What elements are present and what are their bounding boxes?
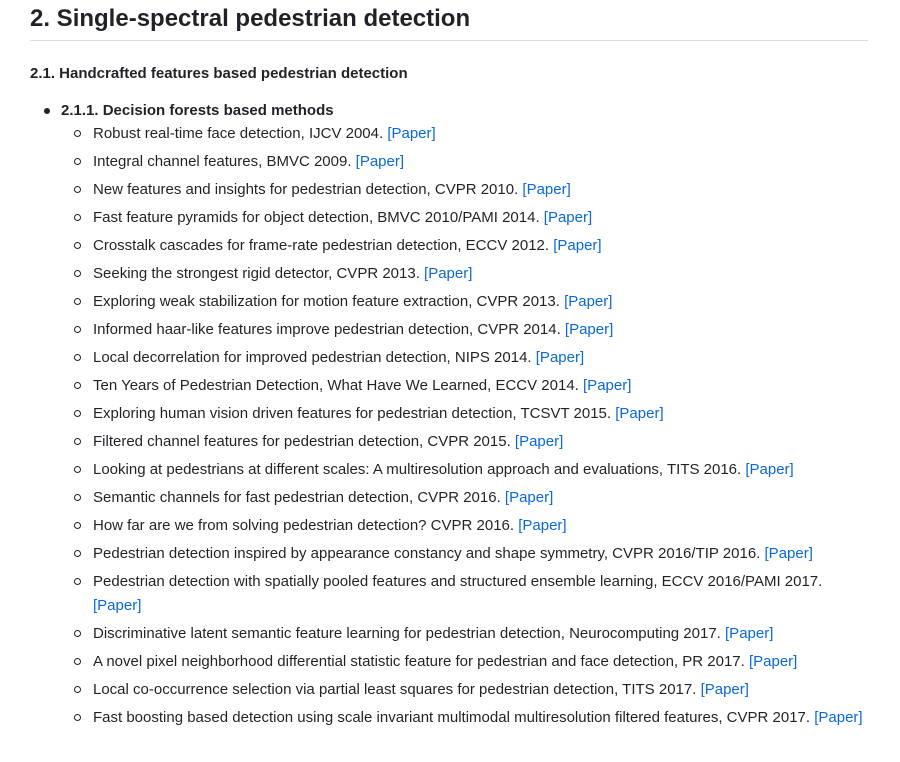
paper-citation: Pedestrian detection inspired by appearance constancy and shape symmetry, CVPR 2016/TIP 2016. [93, 545, 761, 562]
subsection-title: 2.1. Handcrafted features based pedestrian detection [30, 65, 408, 82]
section-title: 2. Single-spectral pedestrian detection [30, 0, 868, 41]
bullet-circle-icon [74, 438, 81, 445]
paper-link[interactable]: [Paper] [522, 181, 571, 198]
paper-list-item [61, 430, 869, 454]
bullet-circle-icon [74, 658, 81, 665]
bullet-circle-icon [74, 298, 81, 305]
paper-citation: A novel pixel neighborhood differential statistic feature for pedestrian and face detection, PR 2017. [93, 653, 745, 670]
paper-citation: New features and insights for pedestrian detection, CVPR 2010. [93, 181, 519, 198]
paper-list-item [61, 290, 869, 314]
paper-list-item [61, 122, 869, 146]
bullet-circle-icon [74, 214, 81, 221]
paper-citation: Semantic channels for fast pedestrian detection, CVPR 2016. [93, 489, 501, 506]
paper-list-item [61, 318, 869, 342]
paper-list [61, 122, 870, 730]
paper-link[interactable]: [Paper] [564, 321, 614, 338]
bullet-circle-icon [74, 270, 81, 277]
bullet-circle-icon [74, 578, 81, 585]
paper-list-item [61, 458, 869, 482]
method-group [30, 101, 870, 730]
paper-citation: Crosstalk cascades for frame-rate pedestrian detection, ECCV 2012. [93, 237, 550, 254]
paper-citation: Exploring weak stabilization for motion feature extraction, CVPR 2013. [93, 293, 560, 310]
paper-link[interactable]: [Paper] [543, 209, 593, 226]
paper-list-item [61, 262, 869, 286]
paper-link[interactable]: [Paper] [355, 153, 405, 170]
paper-citation: How far are we from solving pedestrian detection? CVPR 2016. [93, 517, 515, 534]
paper-link[interactable]: [Paper] [518, 517, 567, 534]
paper-citation: Filtered channel features for pedestrian detection, CVPR 2015. [93, 433, 511, 450]
bullet-circle-icon [74, 242, 81, 249]
paper-citation: Ten Years of Pedestrian Detection, What Have We Learned, ECCV 2014. [93, 377, 579, 394]
bullet-circle-icon [74, 186, 81, 193]
paper-citation: Integral channel features, BMVC 2009. [93, 153, 352, 170]
bullet-disc-icon [44, 108, 50, 114]
paper-list-item [61, 542, 869, 566]
paper-list-item [61, 178, 869, 202]
paper-citation: Pedestrian detection with spatially pooled features and structured ensemble learning, ECCV 2016/PAMI 2017. [93, 573, 823, 590]
paper-list-item [61, 374, 869, 398]
bullet-circle-icon [74, 158, 81, 165]
group-title: 2.1.1. Decision forests based methods [61, 102, 334, 119]
paper-link[interactable]: [Paper] [615, 405, 664, 422]
paper-citation: Fast boosting based detection using scale invariant multimodal multiresolution filtered features, CVPR 2017. [93, 709, 811, 726]
bullet-circle-icon [74, 494, 81, 501]
paper-link[interactable]: [Paper] [535, 349, 585, 366]
paper-citation: Seeking the strongest rigid detector, CVPR 2013. [93, 265, 420, 282]
paper-citation: Local co-occurrence selection via partial least squares for pedestrian detection, TITS 2017. [93, 681, 697, 698]
paper-link[interactable]: [Paper] [387, 125, 436, 142]
paper-link[interactable]: [Paper] [748, 653, 798, 670]
paper-link[interactable]: [Paper] [553, 237, 602, 254]
bullet-circle-icon [74, 630, 81, 637]
paper-list-item [61, 206, 869, 230]
paper-citation: Robust real-time face detection, IJCV 2004. [93, 125, 384, 142]
paper-link[interactable]: [Paper] [93, 597, 142, 614]
paper-list-item [61, 346, 869, 370]
paper-list-item [61, 402, 869, 426]
paper-citation: Informed haar-like features improve pedestrian detection, CVPR 2014. [93, 321, 561, 338]
paper-link[interactable]: [Paper] [424, 265, 473, 282]
paper-link[interactable]: [Paper] [725, 625, 774, 642]
bullet-circle-icon [74, 382, 81, 389]
paper-list-item [61, 570, 869, 618]
paper-list-item [61, 678, 869, 702]
bullet-circle-icon [74, 410, 81, 417]
paper-link[interactable]: [Paper] [583, 377, 632, 394]
paper-list-item [61, 650, 869, 674]
paper-list-item [61, 514, 869, 538]
paper-citation: Looking at pedestrians at different scales: A multiresolution approach and evaluations, TITS 2016. [93, 461, 742, 478]
paper-link[interactable]: [Paper] [814, 709, 863, 726]
paper-link[interactable]: [Paper] [764, 545, 813, 562]
paper-list-item [61, 622, 869, 646]
bullet-circle-icon [74, 686, 81, 693]
paper-link[interactable]: [Paper] [700, 681, 749, 698]
paper-list-item [61, 706, 869, 730]
bullet-circle-icon [74, 714, 81, 721]
method-group-list [30, 101, 870, 730]
bullet-circle-icon [74, 522, 81, 529]
paper-list-item [61, 486, 869, 510]
paper-link[interactable]: [Paper] [745, 461, 794, 478]
paper-link[interactable]: [Paper] [504, 489, 554, 506]
bullet-circle-icon [74, 326, 81, 333]
bullet-circle-icon [74, 550, 81, 557]
paper-citation: Discriminative latent semantic feature learning for pedestrian detection, Neurocomputing 2017. [93, 625, 721, 642]
paper-link[interactable]: [Paper] [564, 293, 613, 310]
paper-citation: Local decorrelation for improved pedestrian detection, NIPS 2014. [93, 349, 532, 366]
paper-link[interactable]: [Paper] [514, 433, 564, 450]
paper-citation: Fast feature pyramids for object detection, BMVC 2010/PAMI 2014. [93, 209, 540, 226]
bullet-circle-icon [74, 466, 81, 473]
bullet-circle-icon [74, 130, 81, 137]
paper-list-item [61, 234, 869, 258]
bullet-circle-icon [74, 354, 81, 361]
paper-citation: Exploring human vision driven features for pedestrian detection, TCSVT 2015. [93, 405, 612, 422]
paper-list-item [61, 150, 869, 174]
